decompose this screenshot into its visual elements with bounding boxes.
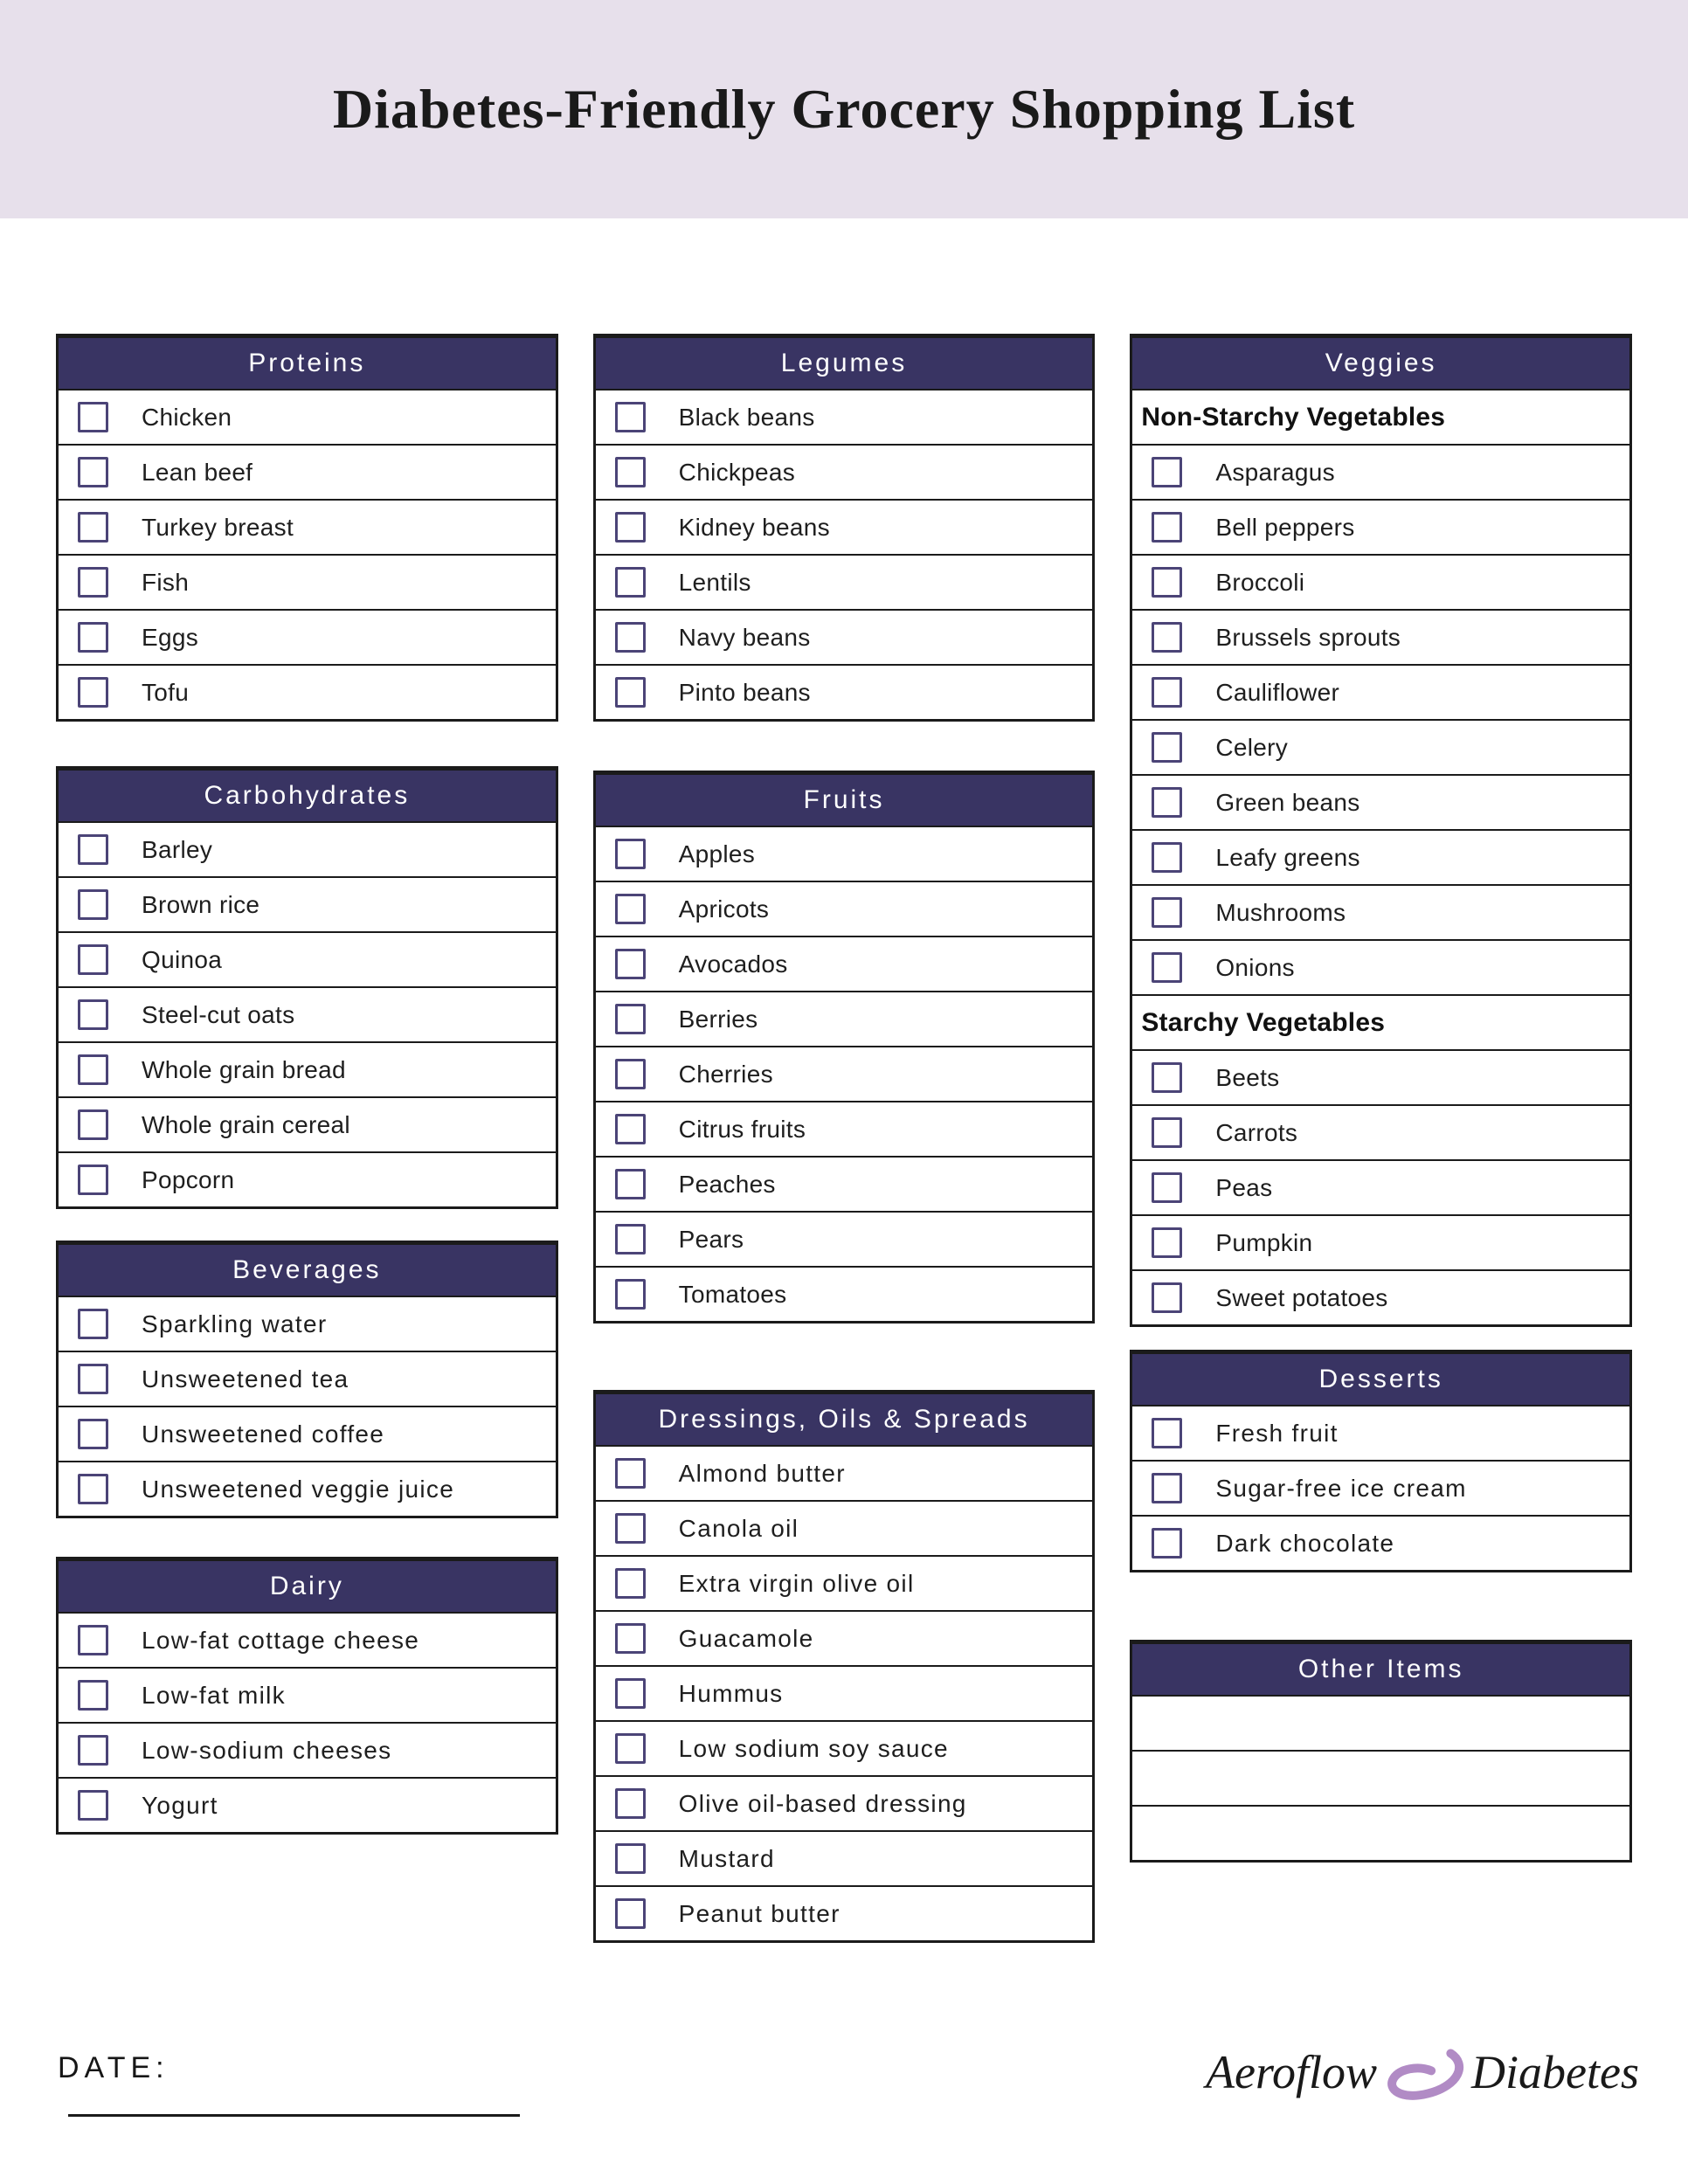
item-row xyxy=(596,390,1093,444)
checkbox[interactable] xyxy=(78,1419,108,1449)
item-label: Pumpkin xyxy=(1215,1228,1313,1256)
section-subheader xyxy=(1132,994,1629,1049)
checkbox[interactable] xyxy=(78,944,108,975)
item-row xyxy=(596,827,1093,881)
subheader-label: Non-Starchy Vegetables xyxy=(1141,402,1446,432)
item-row xyxy=(596,664,1093,719)
checkbox[interactable] xyxy=(615,1898,646,1929)
item-row xyxy=(596,444,1093,499)
column-3 xyxy=(1130,334,1632,1943)
item-label: Quinoa xyxy=(142,945,223,973)
section-desserts xyxy=(1130,1350,1632,1572)
item-label: Unsweetened coffee xyxy=(142,1420,385,1448)
item-label: Green beans xyxy=(1215,788,1360,816)
item-row xyxy=(596,499,1093,554)
checkbox[interactable] xyxy=(615,1843,646,1874)
item-row xyxy=(1132,554,1629,609)
checkbox[interactable] xyxy=(1152,1528,1182,1559)
item-row xyxy=(596,1101,1093,1156)
checkbox[interactable] xyxy=(78,402,108,432)
checkbox[interactable] xyxy=(1152,897,1182,928)
checkbox[interactable] xyxy=(615,1513,646,1544)
checkbox[interactable] xyxy=(615,1788,646,1819)
checkbox[interactable] xyxy=(615,1169,646,1199)
checkbox[interactable] xyxy=(78,1054,108,1085)
checkbox[interactable] xyxy=(78,622,108,653)
item-row xyxy=(59,1297,556,1351)
item-label: Whole grain bread xyxy=(142,1055,346,1083)
item-label: Extra virgin olive oil xyxy=(678,1569,915,1597)
checkbox[interactable] xyxy=(615,1224,646,1254)
item-label: Chickpeas xyxy=(678,458,796,486)
checkbox[interactable] xyxy=(78,567,108,598)
checkbox[interactable] xyxy=(78,1790,108,1821)
checkbox[interactable] xyxy=(1152,1282,1182,1313)
checkbox[interactable] xyxy=(615,894,646,924)
item-label: Cherries xyxy=(678,1060,773,1088)
checkbox[interactable] xyxy=(78,1735,108,1766)
checkbox[interactable] xyxy=(1152,622,1182,653)
item-label: Peaches xyxy=(678,1170,776,1198)
checkbox[interactable] xyxy=(615,1059,646,1089)
item-row xyxy=(596,1665,1093,1720)
item-row xyxy=(59,1096,556,1151)
checkbox[interactable] xyxy=(1152,1418,1182,1448)
item-label: Sweet potatoes xyxy=(1215,1283,1388,1311)
item-label: Lean beef xyxy=(142,458,253,486)
checkbox[interactable] xyxy=(615,1623,646,1654)
checkbox[interactable] xyxy=(1152,842,1182,873)
item-label: Low-sodium cheeses xyxy=(142,1736,392,1764)
column-1 xyxy=(56,334,558,1943)
item-row xyxy=(596,1211,1093,1266)
item-label: Mushrooms xyxy=(1215,898,1346,926)
item-label: Tofu xyxy=(142,678,190,706)
checkbox[interactable] xyxy=(615,402,646,432)
checkbox[interactable] xyxy=(1152,567,1182,598)
item-label: Eggs xyxy=(142,623,199,651)
item-label: Cauliflower xyxy=(1215,678,1340,706)
item-label: Brussels sprouts xyxy=(1215,623,1401,651)
checkbox[interactable] xyxy=(78,834,108,865)
item-row xyxy=(1132,1460,1629,1515)
date-fill-in-line xyxy=(68,2114,520,2117)
item-label: Brown rice xyxy=(142,890,260,918)
subheader-label: Starchy Vegetables xyxy=(1141,1007,1386,1037)
checkbox[interactable] xyxy=(78,1474,108,1504)
item-row xyxy=(59,444,556,499)
section-header-beverages: Beverages xyxy=(59,1245,556,1297)
checkbox[interactable] xyxy=(615,567,646,598)
item-label: Lentils xyxy=(678,568,751,596)
checkbox[interactable] xyxy=(78,1625,108,1655)
checkbox[interactable] xyxy=(1152,1062,1182,1093)
item-row xyxy=(59,1667,556,1722)
item-row xyxy=(59,499,556,554)
item-label: Sparkling water xyxy=(142,1310,328,1337)
item-label: Citrus fruits xyxy=(678,1115,806,1143)
item-row xyxy=(59,823,556,876)
section-fruits xyxy=(593,771,1096,1324)
checkbox[interactable] xyxy=(615,677,646,708)
section-header-desserts: Desserts xyxy=(1132,1354,1629,1406)
item-row xyxy=(59,876,556,931)
item-row xyxy=(1132,609,1629,664)
item-label: Dark chocolate xyxy=(1215,1529,1395,1557)
item-row xyxy=(1132,939,1629,994)
checkbox[interactable] xyxy=(1152,457,1182,487)
item-row xyxy=(596,936,1093,991)
item-label: Popcorn xyxy=(142,1165,235,1193)
item-row xyxy=(596,1266,1093,1321)
checkbox[interactable] xyxy=(1152,1172,1182,1203)
blank-row xyxy=(1132,1750,1629,1805)
checkbox[interactable] xyxy=(615,1114,646,1144)
item-label: Onions xyxy=(1215,953,1295,981)
item-label: Broccoli xyxy=(1215,568,1305,596)
item-label: Peanut butter xyxy=(678,1899,841,1927)
item-label: Low-fat cottage cheese xyxy=(142,1626,420,1654)
checkbox[interactable] xyxy=(78,1309,108,1339)
section-dairy xyxy=(56,1557,558,1835)
checkbox[interactable] xyxy=(1152,732,1182,763)
checkbox[interactable] xyxy=(1152,787,1182,818)
checkbox[interactable] xyxy=(615,512,646,543)
item-row xyxy=(59,1777,556,1832)
checkbox[interactable] xyxy=(615,1678,646,1709)
checkbox[interactable] xyxy=(78,512,108,543)
item-row xyxy=(59,1461,556,1516)
section-carbohydrates xyxy=(56,766,558,1209)
item-row xyxy=(1132,1049,1629,1104)
item-row xyxy=(59,1151,556,1206)
item-row xyxy=(59,1406,556,1461)
item-row xyxy=(596,991,1093,1046)
checkbox[interactable] xyxy=(1152,952,1182,983)
item-row xyxy=(596,554,1093,609)
item-label: Chicken xyxy=(142,403,232,431)
section-legumes xyxy=(593,334,1096,722)
item-row xyxy=(1132,1214,1629,1269)
item-label: Hummus xyxy=(678,1679,784,1707)
checkbox[interactable] xyxy=(78,1109,108,1140)
item-row xyxy=(1132,1159,1629,1214)
checkbox[interactable] xyxy=(78,1364,108,1394)
item-row xyxy=(596,1610,1093,1665)
item-label: Almond butter xyxy=(678,1459,846,1487)
item-label: Steel-cut oats xyxy=(142,1000,295,1028)
item-label: Canola oil xyxy=(678,1514,799,1542)
checkbox[interactable] xyxy=(615,622,646,653)
item-row xyxy=(59,664,556,719)
item-row xyxy=(1132,499,1629,554)
checkbox[interactable] xyxy=(615,1568,646,1599)
item-row xyxy=(59,1041,556,1096)
item-label: Peas xyxy=(1215,1173,1273,1201)
blank-row xyxy=(1132,1697,1629,1750)
logo-swirl-icon xyxy=(1386,2046,1466,2104)
section-veggies xyxy=(1130,334,1632,1327)
item-row xyxy=(59,1614,556,1667)
item-label: Celery xyxy=(1215,733,1289,761)
checkbox[interactable] xyxy=(615,1458,646,1489)
item-row xyxy=(596,1885,1093,1940)
item-label: Yogurt xyxy=(142,1791,218,1819)
item-row xyxy=(1132,774,1629,829)
checkbox[interactable] xyxy=(78,457,108,487)
item-row xyxy=(59,609,556,664)
checkbox[interactable] xyxy=(615,839,646,869)
checkbox[interactable] xyxy=(78,889,108,920)
item-label: Navy beans xyxy=(678,623,811,651)
item-row xyxy=(59,1351,556,1406)
item-label: Mustard xyxy=(678,1844,775,1872)
item-label: Unsweetened tea xyxy=(142,1365,349,1393)
item-label: Guacamole xyxy=(678,1624,814,1652)
checkbox[interactable] xyxy=(615,949,646,979)
item-row xyxy=(59,931,556,986)
checkbox[interactable] xyxy=(78,999,108,1030)
item-row xyxy=(1132,664,1629,719)
item-label: Asparagus xyxy=(1215,458,1335,486)
item-label: Tomatoes xyxy=(678,1280,787,1308)
section-header-veggies: Veggies xyxy=(1132,338,1629,390)
checkbox[interactable] xyxy=(615,1733,646,1764)
section-header-fruits: Fruits xyxy=(596,775,1093,827)
item-row xyxy=(1132,1406,1629,1460)
item-row xyxy=(596,1775,1093,1830)
item-row xyxy=(1132,719,1629,774)
shopping-list-columns xyxy=(0,218,1688,1943)
logo-word-diabetes: Diabetes xyxy=(1471,2046,1639,2098)
blank-row xyxy=(1132,1805,1629,1860)
section-proteins xyxy=(56,334,558,722)
checkbox[interactable] xyxy=(1152,1117,1182,1148)
item-label: Barley xyxy=(142,835,213,863)
section-header-legumes: Legumes xyxy=(596,338,1093,390)
section-subheader xyxy=(1132,390,1629,444)
item-row xyxy=(596,1447,1093,1500)
item-row xyxy=(596,1720,1093,1775)
item-label: Apricots xyxy=(678,895,770,923)
date-label: DATE: xyxy=(58,2051,169,2084)
item-label: Olive oil-based dressing xyxy=(678,1789,967,1817)
column-2 xyxy=(593,334,1096,1943)
item-label: Berries xyxy=(678,1005,758,1033)
item-label: Avocados xyxy=(678,950,788,978)
item-label: Sugar-free ice cream xyxy=(1215,1474,1467,1502)
aeroflow-diabetes-logo xyxy=(1206,2041,1639,2104)
page-title: Diabetes-Friendly Grocery Shopping List xyxy=(332,78,1356,140)
item-row xyxy=(1132,884,1629,939)
item-label: Pears xyxy=(678,1225,744,1253)
item-row xyxy=(59,986,556,1041)
item-row xyxy=(1132,1515,1629,1570)
item-row xyxy=(596,1500,1093,1555)
item-label: Black beans xyxy=(678,403,815,431)
item-row xyxy=(596,1046,1093,1101)
item-label: Leafy greens xyxy=(1215,843,1360,871)
section-header-dairy: Dairy xyxy=(59,1561,556,1614)
item-row xyxy=(596,1555,1093,1610)
item-label: Low-fat milk xyxy=(142,1681,286,1709)
item-row xyxy=(59,1722,556,1777)
page-banner xyxy=(0,0,1688,218)
item-label: Pinto beans xyxy=(678,678,811,706)
item-label: Kidney beans xyxy=(678,513,830,541)
item-label: Apples xyxy=(678,840,756,867)
checkbox[interactable] xyxy=(1152,677,1182,708)
item-row xyxy=(59,554,556,609)
item-row xyxy=(59,390,556,444)
item-row xyxy=(596,881,1093,936)
section-other-items xyxy=(1130,1640,1632,1863)
item-label: Unsweetened veggie juice xyxy=(142,1475,455,1503)
checkbox[interactable] xyxy=(1152,1473,1182,1503)
section-header-proteins: Proteins xyxy=(59,338,556,390)
item-row xyxy=(596,1156,1093,1211)
item-label: Whole grain cereal xyxy=(142,1110,350,1138)
logo-word-aeroflow: Aeroflow xyxy=(1206,2046,1377,2098)
section-header-dressings-oils-spreads: Dressings, Oils & Spreads xyxy=(596,1394,1093,1447)
item-row xyxy=(1132,1269,1629,1324)
checkbox[interactable] xyxy=(78,1680,108,1711)
checkbox[interactable] xyxy=(1152,1227,1182,1258)
checkbox[interactable] xyxy=(615,1004,646,1034)
item-label: Bell peppers xyxy=(1215,513,1355,541)
item-label: Turkey breast xyxy=(142,513,294,541)
item-label: Fresh fruit xyxy=(1215,1419,1339,1447)
item-row xyxy=(1132,444,1629,499)
checkbox[interactable] xyxy=(78,677,108,708)
checkbox[interactable] xyxy=(1152,512,1182,543)
item-row xyxy=(596,1830,1093,1885)
checkbox[interactable] xyxy=(78,1165,108,1195)
item-label: Carrots xyxy=(1215,1118,1298,1146)
item-row xyxy=(596,609,1093,664)
item-label: Beets xyxy=(1215,1063,1280,1091)
checkbox[interactable] xyxy=(615,1279,646,1310)
section-header-other-items: Other Items xyxy=(1132,1644,1629,1697)
item-row xyxy=(1132,1104,1629,1159)
checkbox[interactable] xyxy=(615,457,646,487)
section-header-carbohydrates: Carbohydrates xyxy=(59,771,556,823)
item-row xyxy=(1132,829,1629,884)
section-dressings-oils-spreads xyxy=(593,1390,1096,1943)
section-beverages xyxy=(56,1241,558,1518)
item-label: Low sodium soy sauce xyxy=(678,1734,949,1762)
item-label: Fish xyxy=(142,568,190,596)
